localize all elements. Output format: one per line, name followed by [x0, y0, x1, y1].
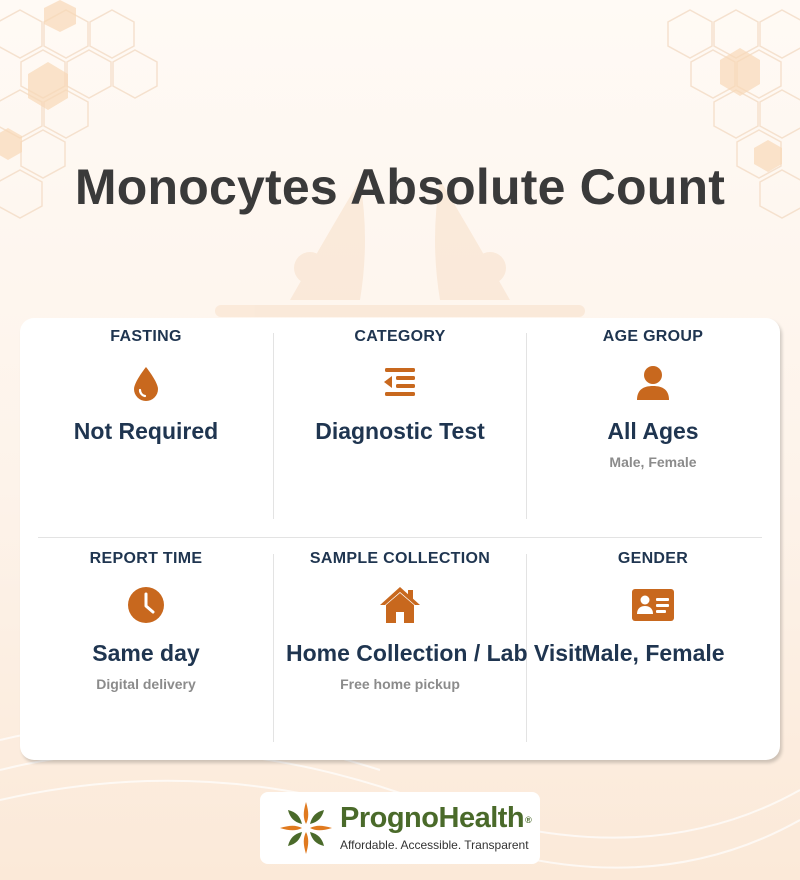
gender-label: GENDER [617, 550, 689, 567]
report-time-label: REPORT TIME [89, 550, 203, 567]
brand-tagline: Affordable. Accessible. Transparent [340, 838, 529, 852]
category-value: Diagnostic Test [315, 418, 485, 444]
prognohealth-logo-mark-icon [278, 800, 334, 856]
category-info [274, 327, 526, 445]
gender-value: Male, Female [581, 640, 725, 666]
test-info-card [20, 318, 780, 760]
report-time-sub: Digital delivery [96, 676, 196, 692]
age-group-sub: Male, Female [609, 454, 697, 470]
age-group-info [527, 327, 779, 471]
sample-collection-label: SAMPLE COLLECTION [309, 550, 491, 567]
brand-name-part1: Progno [340, 802, 439, 834]
person-icon [632, 362, 674, 404]
report-time-value: Same day [92, 640, 200, 666]
age-group-value: All Ages [607, 418, 699, 444]
clock-icon [125, 584, 167, 626]
row-divider [38, 537, 762, 538]
list-indent-icon [379, 362, 421, 404]
report-time-info [20, 549, 272, 693]
sample-collection-value: Home Collection / Lab Visit [286, 640, 583, 666]
gender-info [527, 549, 779, 667]
prognohealth-logo [260, 792, 540, 864]
sample-collection-info [274, 549, 583, 693]
home-icon [379, 584, 421, 626]
id-card-icon [632, 584, 674, 626]
sample-collection-sub: Free home pickup [340, 676, 460, 692]
brand-name-part2: Health [438, 802, 525, 834]
registered-mark: ® [525, 815, 532, 825]
category-label: CATEGORY [354, 328, 446, 345]
age-group-label: AGE GROUP [602, 328, 704, 345]
drop-icon [125, 362, 167, 404]
brand-name [340, 801, 531, 835]
page-title: Monocytes Absolute Count [74, 159, 726, 215]
fasting-info [20, 327, 272, 445]
fasting-value: Not Required [73, 418, 219, 444]
fasting-label: FASTING [110, 328, 182, 345]
